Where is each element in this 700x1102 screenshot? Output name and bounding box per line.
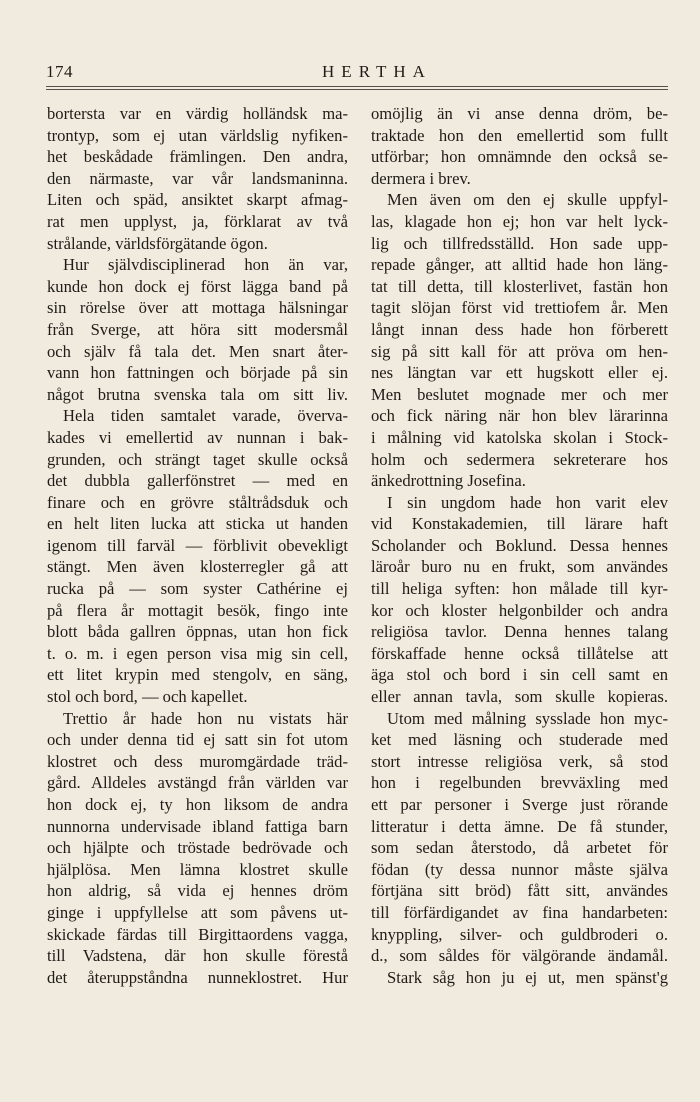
text-line: rat men upplyst, ja, förklarat av två xyxy=(47,211,348,231)
text-line: lig och tillfredsställd. Hon sade upp- xyxy=(371,233,668,253)
text-line: och själv få tala det. Men snart åter- xyxy=(47,341,348,361)
text-line: religiösa tavlor. Denna hennes talang xyxy=(371,622,668,642)
text-line: Stark såg hon ju ej ut, men spänst'g xyxy=(387,967,668,987)
text-line: grunden, och strängt taget skulle också xyxy=(47,449,348,469)
text-line: ett litet krypin med stengolv, en säng, xyxy=(47,665,348,685)
text-line: traktade hon den emellertid som fullt xyxy=(371,125,668,145)
text-line: sin rörelse över att mottaga hälsningar xyxy=(47,298,348,318)
text-line: Hur självdisciplinerad hon än var, xyxy=(63,255,348,275)
text-line: till förfärdigandet av fina handarbeten: xyxy=(371,902,668,922)
text-line: Hela tiden samtalet varade, överva- xyxy=(63,406,348,426)
text-line: Men även om den ej skulle uppfyl- xyxy=(387,190,668,210)
text-line: det återuppståndna nunneklostret. Hur xyxy=(47,967,348,987)
text-line: holm och sedermera sekreterare hos xyxy=(371,449,668,469)
text-line: hon i regelbunden brevväxling med xyxy=(371,773,668,793)
left-text-column xyxy=(47,103,348,988)
header-rule-top xyxy=(46,86,668,87)
text-line: förskaffade henne också tillåtelse att xyxy=(371,643,668,663)
text-line: förtjäna sitt bröd) fått sitt, användes xyxy=(371,881,668,901)
text-line: ett par personer i Sverge just rörande xyxy=(371,795,668,814)
text-line: dermera i brev. xyxy=(371,168,471,188)
text-line: och hjälpte och tröstade bedrövade och xyxy=(47,838,348,858)
text-line: Scholander och Boklund. Dessa hennes xyxy=(371,535,668,555)
text-line: d., som såldes för välgörande ändamål. xyxy=(371,946,668,966)
text-line: het beskådade främlingen. Den andra, xyxy=(47,147,348,167)
text-line: omöjlig än vi anse denna dröm, be- xyxy=(371,104,668,123)
text-line: hon dock ej, ty hon liksom de andra xyxy=(47,795,348,814)
text-line: t. o. m. i egen person visa mig sin cell, xyxy=(47,643,348,663)
text-line: Men beslutet mognade mer och mer xyxy=(371,384,668,404)
text-line: tat till detta, till klosterlivet, fastän hon xyxy=(371,276,668,296)
text-line: ket med läsning och studerade med xyxy=(371,730,668,750)
text-line: hjälplösa. Men lämna klostret skulle xyxy=(47,859,348,879)
text-line: vann hon fattningen och började på sin xyxy=(47,363,348,383)
text-line: äga stol och bord i sin cell samt en xyxy=(371,665,668,685)
text-line: stol och bord, — och kapellet. xyxy=(47,687,248,707)
text-line: knyppling, silver- och guldbroderi o. xyxy=(371,924,668,944)
text-line: i målning vid katolska skolan i Stock- xyxy=(371,427,668,447)
text-line: läroår buro nu en frukt, som användes xyxy=(371,557,668,577)
text-line: eller annan tavla, som skulle kopieras. xyxy=(371,687,668,707)
text-line: det dubbla gallerfönstret — med en xyxy=(47,471,348,491)
text-line: Trettio år hade hon nu vistats här xyxy=(63,708,348,728)
text-line: stort intresse religiösa verk, så stod xyxy=(371,751,668,771)
text-line: kor och kloster helgonbilder och andra xyxy=(371,600,668,620)
text-line: bortersta var en värdig holländsk ma- xyxy=(47,104,348,123)
text-line: finare och en grövre ståltrådsduk och xyxy=(47,492,348,512)
text-line: den närmaste, var vår landsmaninna. xyxy=(47,168,348,188)
text-line: och fick näring när hon blev lärarinna xyxy=(371,406,668,426)
text-line: änkedrottning Josefina. xyxy=(371,471,526,491)
text-line: hon aldrig, så vida ej hennes dröm xyxy=(47,881,348,901)
text-line: vid Konstakademien, till lärare haft xyxy=(371,514,668,534)
text-line: långt innan dess hade hon förberett xyxy=(371,319,668,339)
text-line: som sedan återstodo, då arbetet för xyxy=(371,838,668,858)
text-line: utförbar; hon omnämnde den också se- xyxy=(371,147,668,167)
text-line: nes längtan var ett hugskott eller ej. xyxy=(371,363,668,383)
text-line: till heliga syften: hon målade till kyr- xyxy=(371,579,668,599)
text-line: Liten och späd, ansiktet skarpt afmag- xyxy=(47,190,348,210)
text-line: nunnorna undervisade ibland fattiga barn xyxy=(47,816,348,836)
text-line: på flera år mottagit besök, fingo inte xyxy=(47,600,348,620)
text-line: från Sverge, att höra sitt modersmål xyxy=(47,319,348,339)
text-line: kades vi emellertid av nunnan i bak- xyxy=(47,427,348,447)
text-line: repade gånger, att alltid hade hon läng- xyxy=(371,255,668,275)
text-line: strålande, världsförgätande ögon. xyxy=(47,233,268,253)
text-line: till Vadstena, där hon skulle förestå xyxy=(47,946,348,966)
text-line: las, klagade hon ej; hon var helt lyck- xyxy=(371,211,668,231)
page-number: 174 xyxy=(46,62,73,81)
header-rule-bottom xyxy=(46,89,668,90)
running-title: HERTHA xyxy=(322,62,432,81)
text-line: och under denna tid ej satt sin fot utom xyxy=(47,730,348,750)
text-line: litteratur i detta ämne. De få stunder, xyxy=(371,816,668,836)
text-line: sig på sitt kall för att pröva om hen- xyxy=(371,341,668,361)
text-line: tagit slöjan först vid trettiofem år. Men xyxy=(371,298,668,318)
text-line: klostret och dess muromgärdade träd- xyxy=(47,751,348,771)
text-line: rucka på — som syster Cathérine ej xyxy=(47,579,348,599)
text-line: I sin ungdom hade hon varit elev xyxy=(387,492,668,512)
text-line: stängt. Men även klosterregler gå att xyxy=(47,557,348,577)
text-line: något brutna svenska tala om sitt liv. xyxy=(47,384,348,404)
text-line: Utom med målning sysslade hon myc- xyxy=(387,708,668,728)
text-line: blott båda gallren öppnas, utan hon fick xyxy=(47,622,348,642)
text-line: skickade färdas till Birgittaordens vagga, xyxy=(47,924,348,944)
text-line: en helt liten lucka att sticka ut handen xyxy=(47,514,348,534)
text-line: igenom till farväl — förblivit obevekligt xyxy=(47,535,348,555)
text-line: ginge i uppfyllelse att som påvens ut- xyxy=(47,902,348,922)
right-text-column xyxy=(371,103,668,988)
text-line: födan (ty dessa nunnor måste själva xyxy=(371,859,668,879)
text-line: kunde hon dock ej först lägga band på xyxy=(47,276,348,296)
page-header xyxy=(46,62,668,86)
text-line: trontyp, som ej utan världslig nyfiken- xyxy=(47,125,348,145)
text-line: gård. Alldeles avstängd från världen var xyxy=(47,773,348,793)
